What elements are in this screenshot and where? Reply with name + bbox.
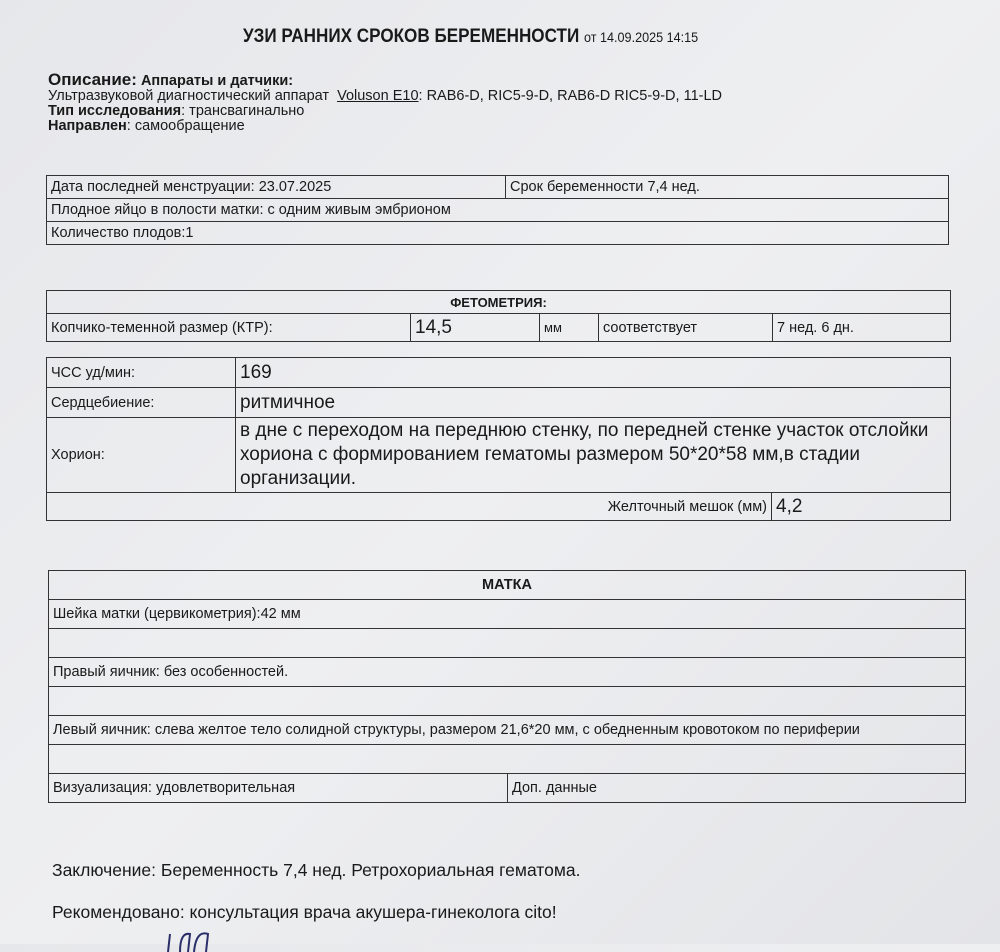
gestational-age: 7 нед. 6 дн. (773, 314, 951, 342)
uterus-table (48, 570, 966, 803)
recommendation-value: : консультация врача акушера-гинеколога cito! (179, 902, 557, 922)
recommendation (52, 902, 557, 923)
devices-label: Аппараты и датчики: (140, 73, 294, 89)
ktr-label: Копчико-теменной размер (КТР): (47, 314, 411, 342)
description-block (48, 72, 722, 134)
extra-data-cell: Доп. данные (508, 774, 966, 803)
conclusion-value: Беременность 7,4 нед. Ретрохориальная гематома. (156, 860, 581, 880)
empty-row (49, 629, 966, 658)
recommendation-label: Рекомендовано (52, 902, 180, 922)
conclusion (52, 860, 580, 881)
right-ovary-cell: Правый яичник: без особенностей. (49, 658, 966, 687)
description-label: Описание: (48, 70, 137, 89)
exam-type-value: : трансвагинально (181, 103, 305, 119)
fetometry-title: ФЕТОМЕТРИЯ: (47, 291, 951, 314)
referral-label: Направлен (48, 118, 127, 134)
ktr-unit: мм (540, 314, 599, 342)
beat-value: ритмичное (236, 388, 951, 418)
count-cell: Количество плодов:1 (47, 222, 949, 245)
egg-cell: Плодное яйцо в полости матки: с одним живым эмбрионом (47, 199, 949, 222)
fetometry-table (46, 290, 951, 342)
device-probes: : RAB6-D, RIC5-9-D, RAB6-D RIC5-9-D, 11-LD (418, 88, 723, 104)
cervix-cell: Шейка матки (цервикометрия):42 мм (49, 600, 966, 629)
handwritten-signature (150, 912, 220, 952)
exam-type-label: Тип исследования (48, 103, 182, 119)
heart-table (46, 357, 951, 521)
device-name: Voluson E10 (337, 88, 419, 104)
uterus-title: МАТКА (49, 571, 966, 600)
chorion-value: в дне с переходом на переднюю стенку, по передней стенке участок отслойки хориона с формированием гематомы размером 50*20*58 мм,в стадии организации. (236, 418, 951, 493)
referral-value: : самообращение (126, 118, 245, 134)
exam-date: от 14.09.2025 14:15 (584, 29, 699, 45)
visualization-cell: Визуализация: удовлетворительная (49, 774, 508, 803)
lmp-cell: Дата последней менструации: 23.07.2025 (47, 176, 506, 199)
hr-value: 169 (236, 358, 951, 388)
device-prefix: Ультразвуковой диагностический аппарат (48, 88, 330, 104)
title-text: УЗИ РАННИХ СРОКОВ БЕРЕМЕННОСТИ (243, 26, 580, 47)
ktr-match: соответствует (599, 314, 773, 342)
conclusion-label: Заключение: (52, 860, 156, 880)
yolk-label: Желточный мешок (мм) (47, 493, 772, 521)
yolk-value: 4,2 (772, 493, 951, 521)
empty-row (49, 687, 966, 716)
empty-row (49, 745, 966, 774)
ktr-value: 14,5 (411, 314, 540, 342)
left-ovary-cell: Левый яичник: слева желтое тело солидной структуры, размером 21,6*20 мм, с обедненным кровотоком по периферии (49, 716, 966, 745)
hr-label: ЧСС уд/мин: (47, 358, 236, 388)
general-table (46, 175, 949, 245)
chorion-label: Хорион: (47, 418, 236, 493)
beat-label: Сердцебиение: (47, 388, 236, 418)
term-cell: Срок беременности 7,4 нед. (506, 176, 949, 199)
document-title (243, 26, 698, 48)
